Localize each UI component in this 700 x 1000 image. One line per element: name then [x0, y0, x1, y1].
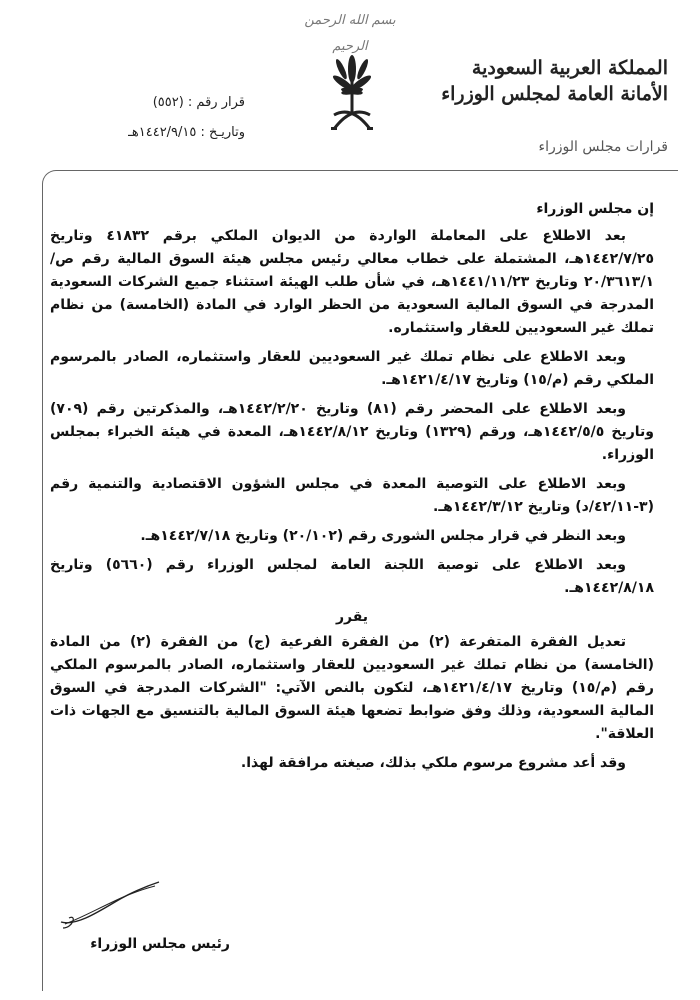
preamble-paragraph: وبعد الاطلاع على توصية اللجنة العامة لمجلس الوزراء رقم (٥٦٦٠) وتاريخ ١٤٤٢/٨/١٨هـ.: [50, 557, 654, 596]
opener: إن مجلس الوزراء: [536, 201, 654, 217]
preamble-paragraph: وبعد الاطلاع على التوصية المعدة في مجلس الشؤون الاقتصادية والتنمية رقم (٣-٤٢/١١/د) وتاريخ ١٤٤٢/٣/١٢هـ.: [50, 476, 654, 515]
signer-title: رئيس مجلس الوزراء: [90, 936, 230, 952]
government-letterhead: [441, 55, 668, 157]
preamble-paragraph: بعد الاطلاع على المعاملة الواردة من الديوان الملكي برقم ٤١٨٣٢ وتاريخ ١٤٤٢/٧/٢٥هـ، المشتملة على خطاب معالي رئيس مجلس هيئة السوق المالية رقم ص/٢٠/٣٦١٣/١ وتاريخ ١٤٤١/١١/٢٣هـ، في شأن طلب الهيئة استثناء جميع الشركات السعودية المدرجة في السوق المالية السعودية من الحظر الوارد في المادة (الخامسة) من نظام تملك غير السعوديين للعقار واستثماره.: [50, 228, 654, 336]
saudi-emblem-icon: [328, 55, 376, 135]
preamble-paragraph: وبعد الاطلاع على المحضر رقم (٨١) وتاريخ ١٤٤٢/٢/٢٠هـ، والمذكرتين رقم (٧٠٩) وتاريخ ١٤٤٢/٥/٥هـ، ورقم (١٣٢٩) وتاريخ ١٤٤٢/٨/١٢هـ، المعدة في هيئة الخبراء بمجلس الوزراء.: [50, 401, 654, 463]
secretariat-name: الأمانة العامة لمجلس الوزراء: [441, 83, 668, 105]
decision-number: قرار رقم : (٥٥٢): [152, 95, 245, 110]
decision-date: وتاريـخ : ١٤٤٢/٩/١٥هـ: [128, 125, 245, 140]
resolution-text: تعديل الفقرة المتفرعة (٢) من الفقرة الفرعية (ج) من الفقرة (٢) من المادة (الخامسة) من نظام تملك غير السعوديين للعقار واستثماره، الصادر بالمرسوم الملكي رقم (م/١٥) وتاريخ ١٤٢١/٤/١٧هـ، لتكون بالنص الآتي: "الشركات المدرجة في السوق المالية السعودية، وذلك وفق ضوابط تضعها هيئة السوق المالية بالتنسيق مع الجهات ذات العلاقة".: [50, 634, 654, 742]
decision-body: [50, 198, 654, 781]
resolves-heading: يقرر: [335, 609, 369, 625]
kingdom-name: المملكة العربية السعودية: [471, 57, 668, 79]
closing-line: وقد أعد مشروع مرسوم ملكي بذلك، صيغته مرافقة لهذا.: [240, 755, 626, 771]
handwritten-signature-icon: [55, 878, 165, 934]
basmala: بسم الله الرحمن الرحيم: [304, 13, 396, 54]
preamble-paragraph: وبعد الاطلاع على نظام تملك غير السعوديين للعقار واستثماره، الصادر بالمرسوم الملكي رقم (م/١٥) وتاريخ ١٤٢١/٤/١٧هـ.: [50, 349, 654, 388]
decisions-heading: قرارات مجلس الوزراء: [538, 139, 668, 155]
preamble-paragraph: وبعد النظر في قرار مجلس الشورى رقم (٢٠/١٠٢) وتاريخ ١٤٤٢/٧/١٨هـ.: [140, 528, 626, 544]
decision-info: [95, 88, 245, 148]
